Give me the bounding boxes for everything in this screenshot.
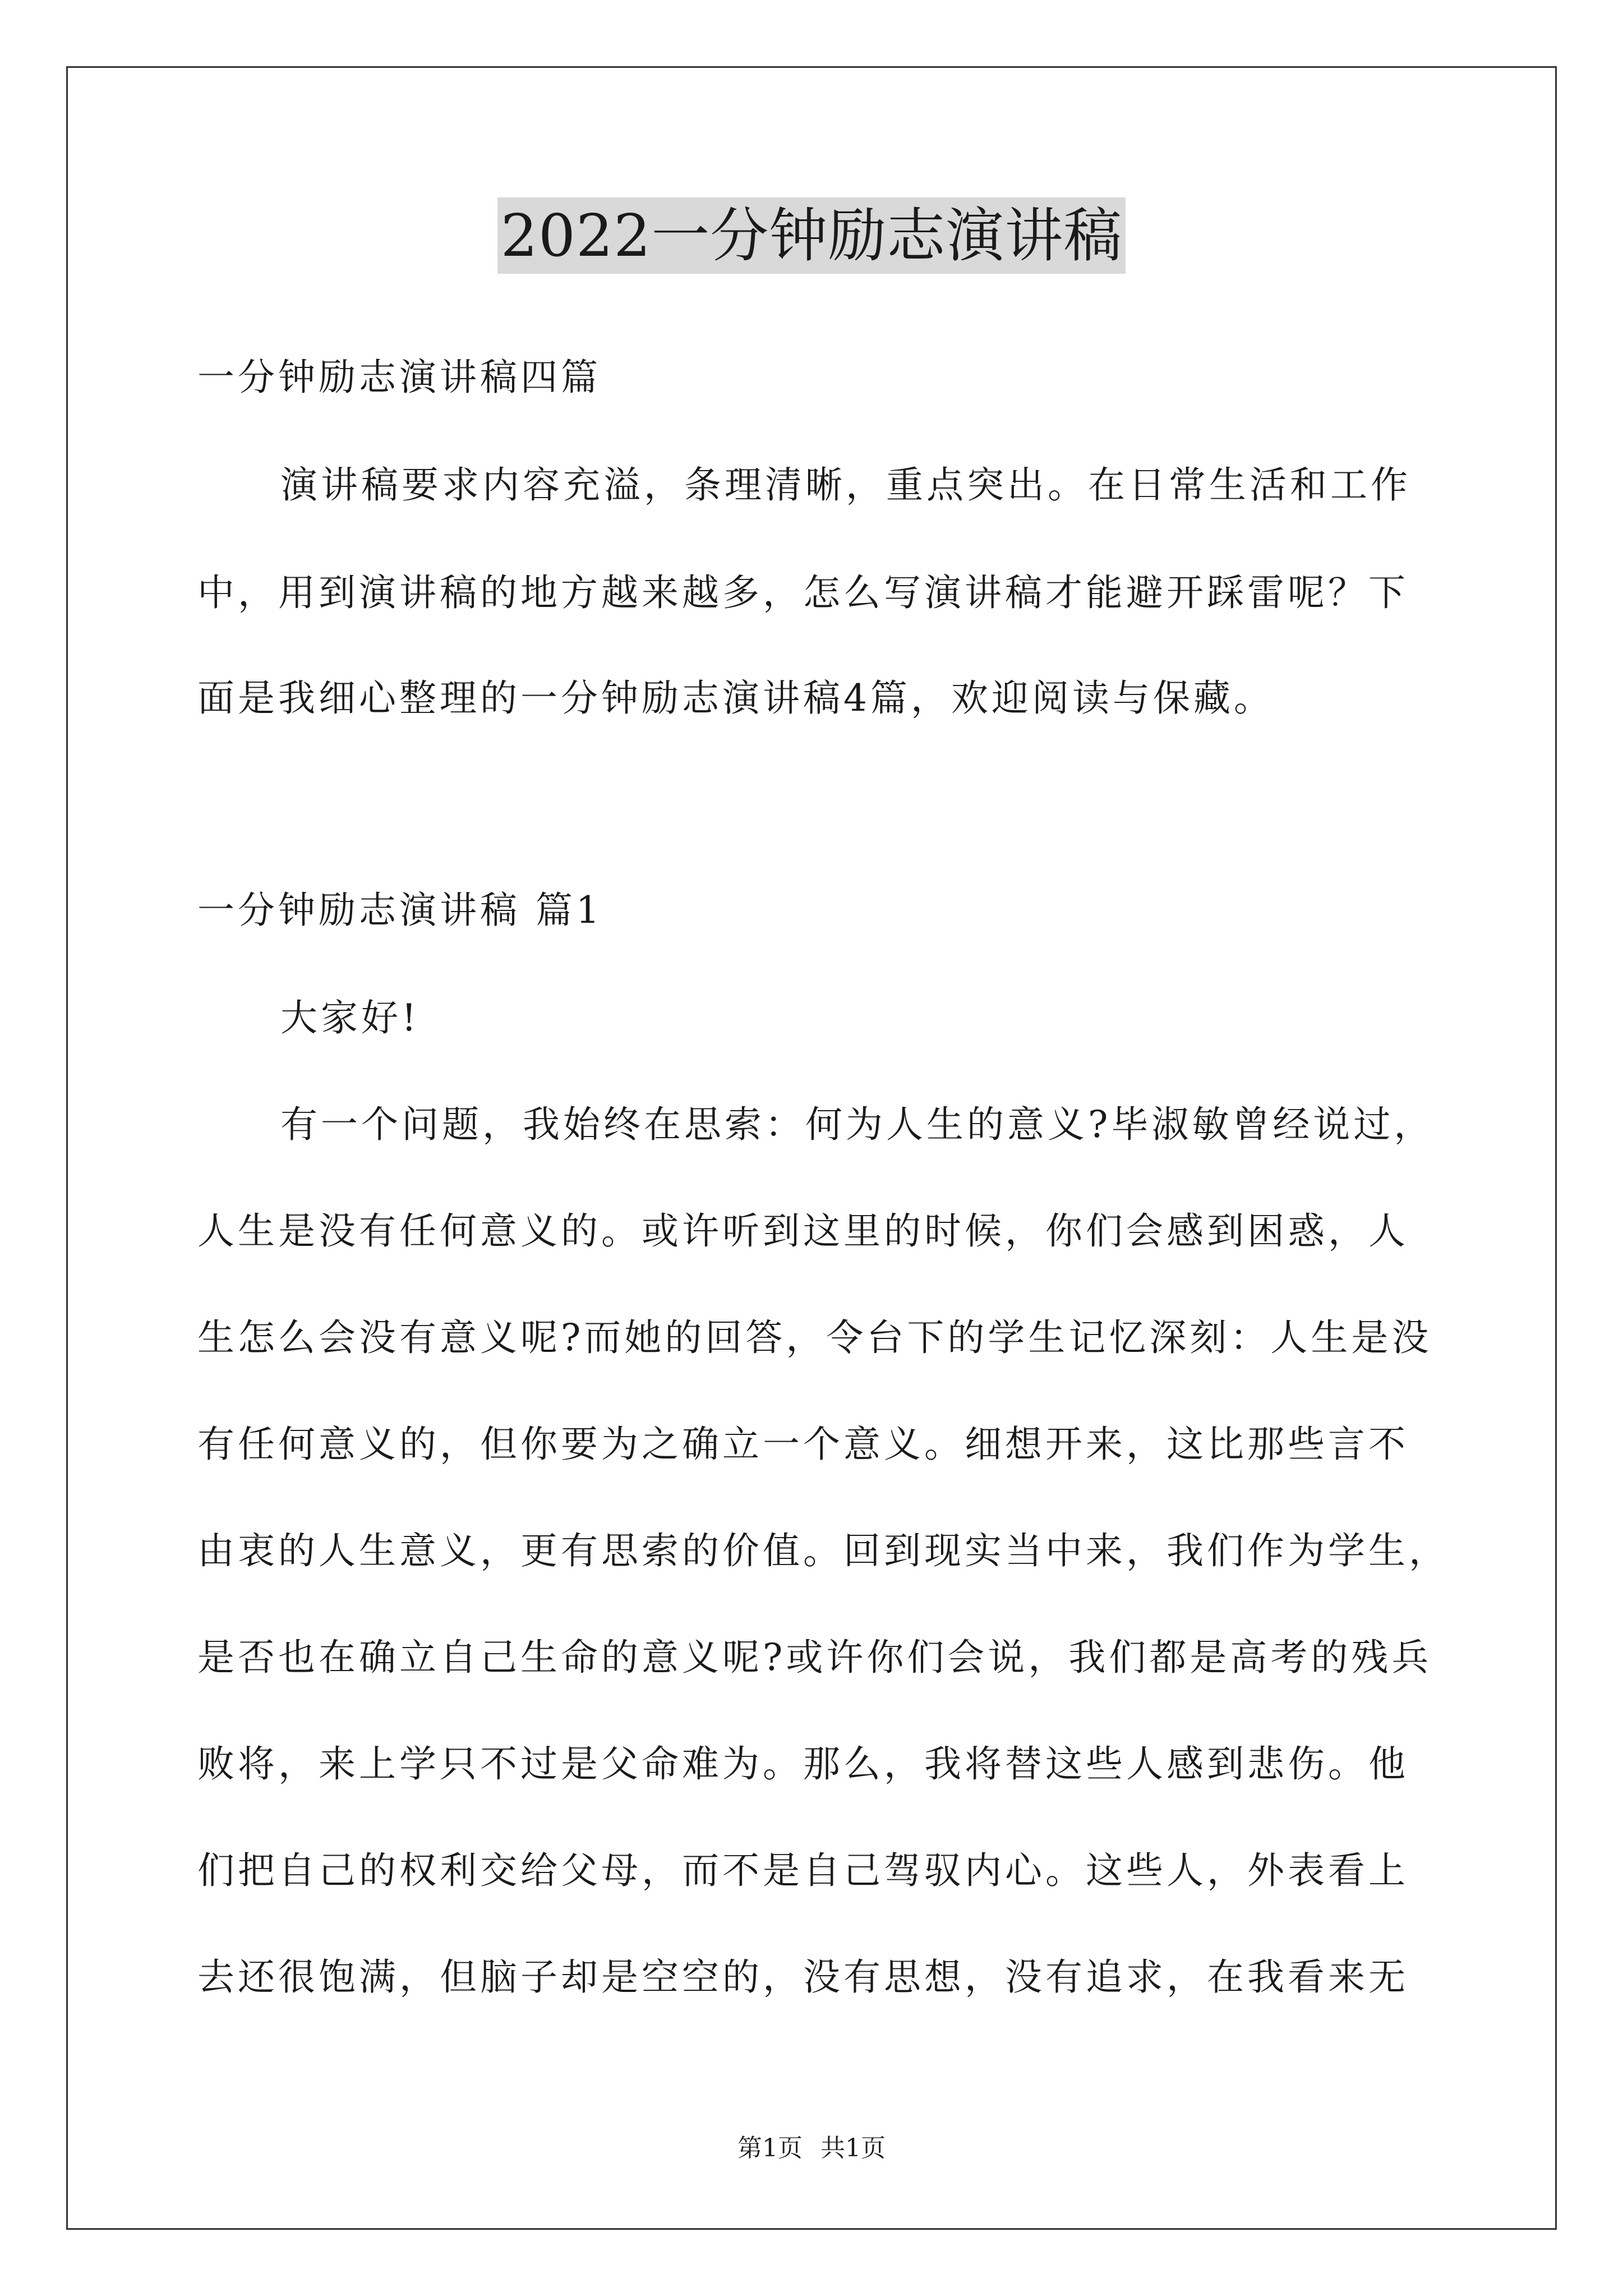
title-container: [0, 197, 1623, 274]
body-line: 是否也在确立自己生命的意义呢?或许你们会说，我们都是高考的残兵: [197, 1636, 1432, 1679]
body-line: 由衷的人生意义，更有思索的价值。回到现实当中来，我们作为学生，: [197, 1529, 1449, 1572]
body-line: 人生是没有任何意义的。或许听到这里的时候，你们会感到困惑，人: [197, 1209, 1409, 1253]
section-heading: 一分钟励志演讲稿 篇1: [197, 889, 603, 932]
document-title: 2022一分钟励志演讲稿: [497, 197, 1126, 274]
body-line: 们把自己的权利交给父母，而不是自己驾驭内心。这些人，外表看上: [197, 1849, 1409, 1892]
body-line: 生怎么会没有意义呢?而她的回答，令台下的学生记忆深刻：人生是没: [197, 1316, 1432, 1359]
body-line: 有任何意义的，但你要为之确立一个意义。细想开来，这比那些言不: [197, 1423, 1409, 1466]
body-line: 大家好!: [280, 996, 420, 1039]
body-line: 败将，来上学只不过是父命难为。那么，我将替这些人感到悲伤。他: [197, 1742, 1409, 1786]
page-number: 第1页: [737, 2134, 803, 2162]
body-line: 有一个问题，我始终在思索：何为人生的意义?毕淑敏曾经说过，: [280, 1103, 1435, 1146]
subtitle-line: 一分钟励志演讲稿四篇: [197, 356, 601, 399]
body-line: 中，用到演讲稿的地方越来越多，怎么写演讲稿才能避开踩雷呢？下: [197, 571, 1409, 614]
body-line: 演讲稿要求内容充溢，条理清晰，重点突出。在日常生活和工作: [280, 463, 1411, 507]
page-total: 共1页: [820, 2134, 886, 2162]
body-line: 面是我细心整理的一分钟励志演讲稿4篇，欢迎阅读与保藏。: [197, 677, 1274, 720]
body-line: 去还很饱满，但脑子却是空空的，没有思想，没有追求，在我看来无: [197, 1955, 1409, 1999]
page-footer: [0, 2132, 1623, 2165]
